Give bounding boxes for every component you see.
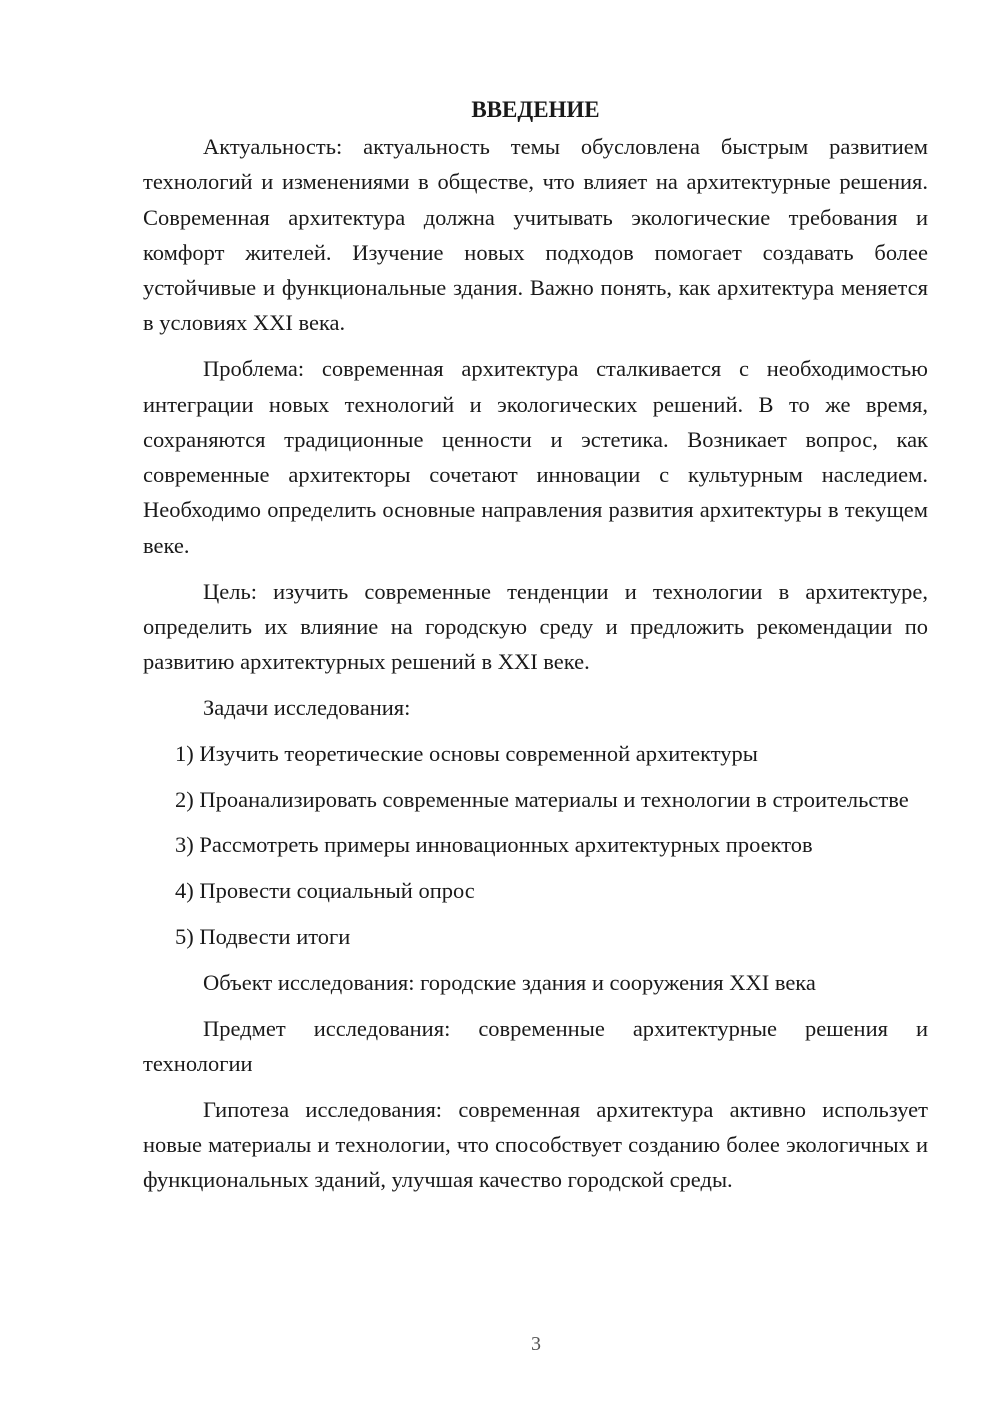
document-page [143,92,928,1208]
tasks-list [143,736,928,954]
problem-paragraph: Проблема: современная архитектура сталкивается с необходимостью интеграции новых технологий и экологических решений. В то же время, сохраняются традиционные ценности и эстетика. Возникает вопрос, как современные архитекторы сочетают инновации с культурным наследием. Необходимо определить основные направления развития архитектуры в текущем веке. [143,356,928,558]
object-paragraph: Объект исследования: городские здания и сооружения XXI века [203,969,816,995]
subject-paragraph: Предмет исследования: современные архитектурные решения и технологии [143,1015,928,1076]
hypothesis-paragraph: Гипотеза исследования: современная архитектура активно использует новые материалы и технологии, что способствует созданию более экологичных и функциональных зданий, улучшая качество городской среды. [143,1096,928,1193]
tasks-heading: Задачи исследования: [203,694,411,720]
task-item-4: 4) Провести социальный опрос [175,878,475,904]
task-item-2: 2) Проанализировать современные материалы и технологии в строительстве [175,786,909,812]
task-item-1: 1) Изучить теоретические основы современной архитектуры [175,740,758,766]
relevance-paragraph: Актуальность: актуальность темы обусловлена быстрым развитием технологий и изменениями в обществе, что влияет на архитектурные решения. Современная архитектура должна учитывать экологические требования и комфорт жителей. Изучение новых подходов помогает создавать более устойчивые и функциональные здания. Важно понять, как архитектура меняется в условиях XXI века. [143,134,928,336]
task-item-3: 3) Рассмотреть примеры инновационных архитектурных проектов [175,832,813,858]
section-title: ВВЕДЕНИЕ [471,97,600,122]
goal-paragraph: Цель: изучить современные тенденции и технологии в архитектуре, определить их влияние на городскую среду и предложить рекомендации по развитию архитектурных решений в XXI веке. [143,578,928,675]
page-number: 3 [531,1333,541,1355]
task-item-5: 5) Подвести итоги [175,923,351,949]
